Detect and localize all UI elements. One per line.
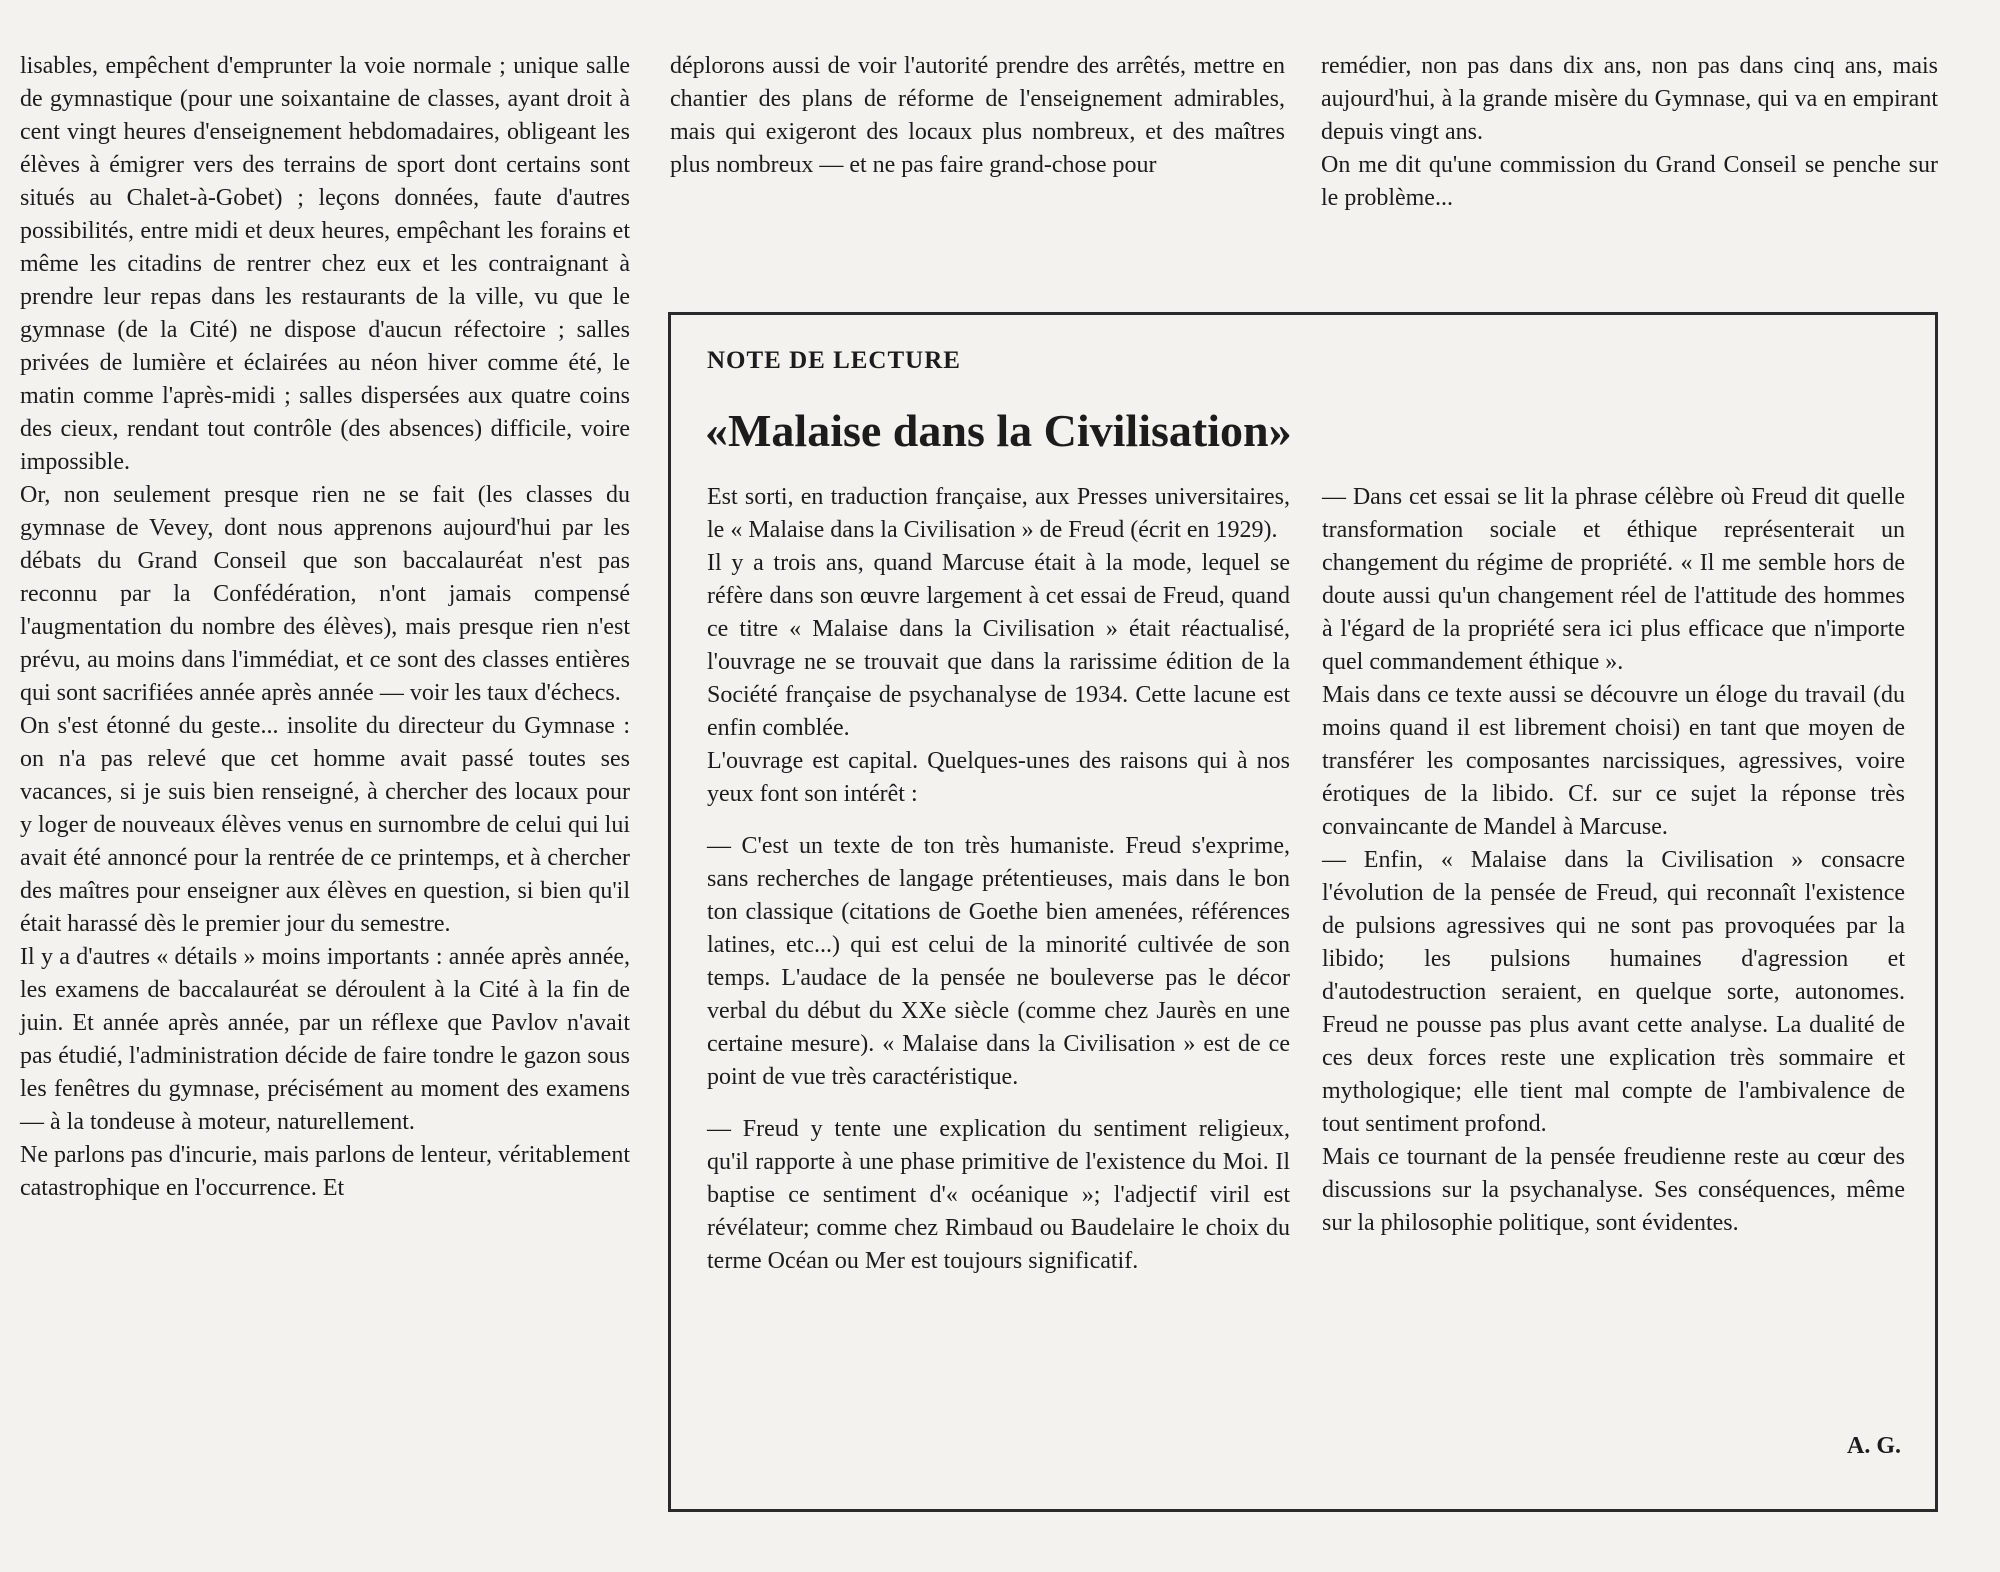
paragraph: Or, non seulement presque rien ne se fait (les classes du gymnase de Vevey, dont nous apprenons aujourd'hui par les débats du Grand Conseil que son baccalauréat n'est pas reconnu par la Confédération, n'ont jamais compensé l'augmentation du nombre des élèves), mais presque rien n'est prévu, au moins dans l'immédiat, et ce sont des classes entières qui sont sacrifiées année après année — voir les taux d'échecs. (20, 482, 630, 706)
paragraph: — Freud y tente une explication du sentiment religieux, qu'il rapporte à une phase primitive de l'existence du Moi. Il baptise ce sentiment d'« océanique »; l'adjectif viril est révélateur; comme chez Rimbaud ou Baudelaire le choix du terme Océan ou Mer est toujours significatif. (707, 1116, 1290, 1274)
reading-note-box (668, 312, 1938, 1512)
note-kicker: NOTE DE LECTURE (707, 347, 961, 374)
note-column-left (707, 481, 1290, 1278)
paragraph: On s'est étonné du geste... insolite du directeur du Gymnase : on n'a pas relevé que cet homme avait passé toutes ses vacances, si je suis bien renseigné, à chercher des locaux pour y loger de nouveaux élèves venus en surnombre de celui qui lui avait été annoncé pour la rentrée de ce printemps, et à chercher des maîtres pour enseigner aux élèves en question, si bien qu'il était harassé dès le premier jour du semestre. (20, 713, 630, 937)
paragraph: déplorons aussi de voir l'autorité prendre des arrêtés, mettre en chantier des plans de réforme de l'enseignement admirables, mais qui exigeront des locaux plus nombreux, et des maîtres plus nombreux — et ne pas faire grand-chose pour (670, 53, 1285, 178)
paragraph: On me dit qu'une commission du Grand Conseil se penche sur le problème... (1321, 152, 1938, 211)
paragraph: L'ouvrage est capital. Quelques-unes des raisons qui à nos yeux font son intérêt : (707, 748, 1290, 807)
paragraph: — Dans cet essai se lit la phrase célèbre où Freud dit quelle transformation sociale et éthique représenterait un changement du régime de propriété. « Il me semble hors de doute aussi qu'un changement réel de l'attitude des hommes à l'égard de la propriété sera ici plus efficace que n'importe quel commandement éthique ». (1322, 484, 1905, 675)
paragraph: Il y a trois ans, quand Marcuse était à la mode, lequel se réfère dans son œuvre largement à cet essai de Freud, quand ce titre « Malaise dans la Civilisation » était réactualisé, l'ouvrage ne se trouvait que dans la rarissime édition de la Société française de psychanalyse de 1934. Cette lacune est enfin comblée. (707, 550, 1290, 741)
paragraph: remédier, non pas dans dix ans, non pas dans cinq ans, mais aujourd'hui, à la grande misère du Gymnase, qui va en empirant depuis vingt ans. (1321, 53, 1938, 145)
article-column-3 (1321, 50, 1938, 215)
paragraph: Il y a d'autres « détails » moins importants : année après année, les examens de baccalauréat se déroulent à la Cité à la fin de juin. Et année après année, par un réflexe que Pavlov n'avait pas étudié, l'administration décide de faire tondre le gazon sous les fenêtres du gymnase, précisément au moment des examens — à la tondeuse à moteur, naturellement. (20, 944, 630, 1135)
paragraph: — Enfin, « Malaise dans la Civilisation » consacre l'évolution de la pensée de Freud, qui reconnaît l'existence de pulsions agressives qui ne sont pas provoquées par la libido; les pulsions humaines d'agression et d'autodestruction seraient, en quelque sorte, autonomes. Freud ne pousse pas plus avant cette analyse. La dualité de ces deux forces reste une explication très sommaire et mythologique; elle tient mal compte de l'ambivalence de tout sentiment profond. (1322, 847, 1905, 1137)
paragraph: Mais dans ce texte aussi se découvre un éloge du travail (du moins quand il est librement choisi) en tant que moyen de transférer les composantes narcissiques, agressives, voire érotiques de la libido. Cf. sur ce sujet la réponse très convaincante de Mandel à Marcuse. (1322, 682, 1905, 840)
author-signature: A. G. (1847, 1433, 1901, 1459)
article-column-1 (20, 50, 630, 1205)
note-headline: «Malaise dans la Civilisation» (705, 405, 1292, 456)
note-column-right (1322, 481, 1905, 1240)
article-column-2 (670, 50, 1285, 182)
paragraph: Est sorti, en traduction française, aux Presses universitaires, le « Malaise dans la Civilisation » de Freud (écrit en 1929). (707, 484, 1290, 543)
paragraph: Mais ce tournant de la pensée freudienne reste au cœur des discussions sur la psychanalyse. Ses conséquences, même sur la philosophie politique, sont évidentes. (1322, 1144, 1905, 1236)
paragraph: Ne parlons pas d'incurie, mais parlons de lenteur, véritablement catastrophique en l'occurrence. Et (20, 1142, 630, 1201)
paragraph: — C'est un texte de ton très humaniste. Freud s'exprime, sans recherches de langage prétentieuses, mais dans le bon ton classique (citations de Goethe bien amenées, références latines, etc...) qui est celui de la minorité cultivée de son temps. L'audace de la pensée ne bouleverse pas le décor verbal du début du XXe siècle (comme chez Jaurès en une certaine mesure). « Malaise dans la Civilisation » est de ce point de vue très caractéristique. (707, 833, 1290, 1090)
paragraph: lisables, empêchent d'emprunter la voie normale ; unique salle de gymnastique (pour une soixantaine de classes, ayant droit à cent vingt heures d'enseignement hebdomadaires, obligeant les élèves à émigrer vers des terrains de sport dont certains sont situés au Chalet-à-Gobet) ; leçons données, faute d'autres possibilités, entre midi et deux heures, empêchant les forains et même les citadins de rentrer chez eux et les contraignant à prendre leur repas dans les restaurants de la ville, vu que le gymnase (de la Cité) ne dispose d'aucun réfectoire ; salles privées de lumière et éclairées au néon hiver comme été, le matin comme l'après-midi ; salles dispersées aux quatre coins des cieux, rendant tout contrôle (des absences) difficile, voire impossible. (20, 53, 630, 475)
